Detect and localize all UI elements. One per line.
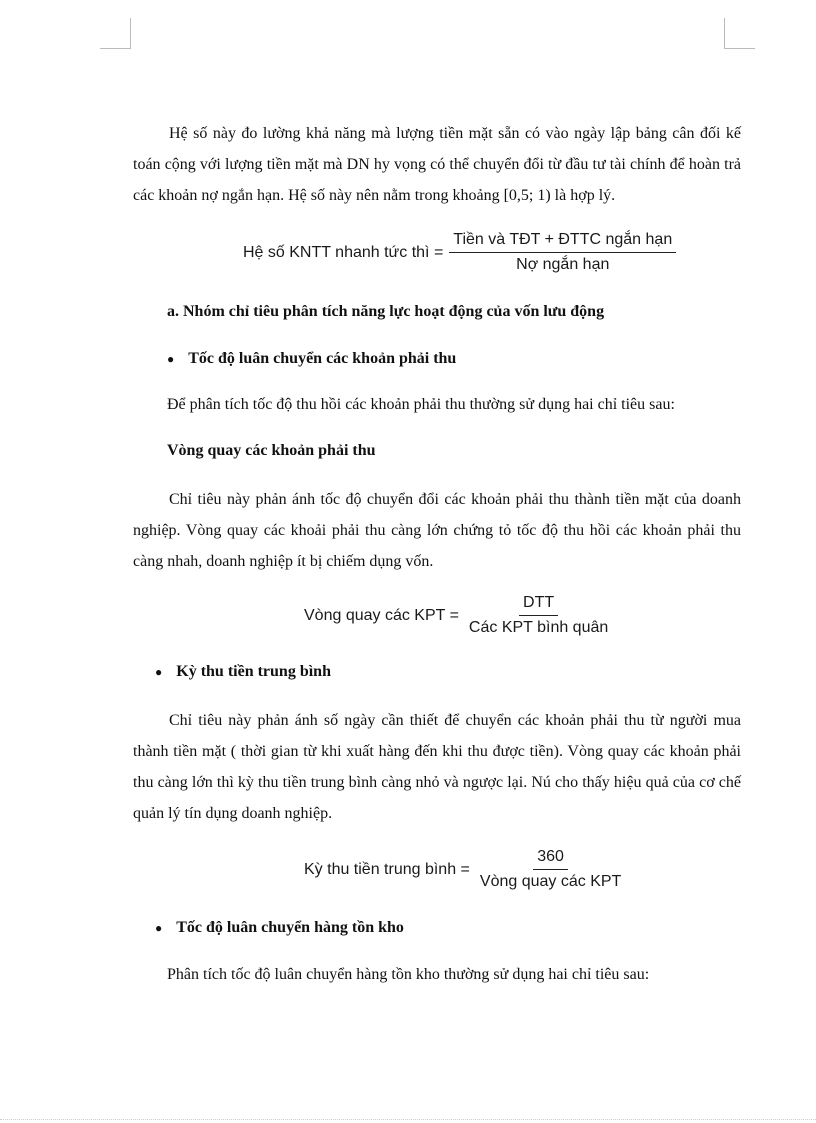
- formula-fraction: [465, 594, 612, 637]
- paragraph-receivables-intro: Để phân tích tốc độ thu hồi các khoản phải thu thường sử dụng hai chỉ tiêu sau:: [167, 396, 675, 413]
- formula-denominator: Các KPT bình quân: [468, 619, 609, 636]
- paragraph-liquidity-ratio: Hệ số này đo lường khả năng mà lượng tiền mặt sẵn có vào ngày lập bảng cân đối kế toán cộng với lượng tiền mặt mà DN hy vọng có thể chuyển đổi từ đầu tư tài chính để hoàn trả các khoản nợ ngắn hạn. Hệ số này nên nằm trong khoảng [0,5; 1) là hợp lý.: [133, 125, 741, 204]
- formula-fraction: [476, 848, 625, 891]
- bullet-inventory-turnover: ● Tốc độ luân chuyển hàng tồn kho: [155, 919, 404, 936]
- paragraph-receivables-turnover: Chỉ tiêu này phản ánh tốc độ chuyển đổi các khoản phải thu thành tiền mặt của doanh nghiệp. Vòng quay các khoải phải thu càng lớn chứng tỏ tốc độ thu hồi các khoản phải thu càng nhah, doanh nghiệp ít bị chiếm dụng vốn.: [133, 491, 741, 570]
- bullet-receivables-turnover: ● Tốc độ luân chuyển các khoản phải thu: [167, 350, 457, 367]
- formula-quick-ratio: [243, 231, 676, 274]
- formula-lhs: Hệ số KNTT nhanh tức thì =: [243, 243, 444, 261]
- section-heading-a: a. Nhóm chỉ tiêu phân tích năng lực hoạt động của vốn lưu động: [167, 303, 605, 320]
- formula-fraction: [449, 231, 676, 274]
- formula-lhs: Kỳ thu tiền trung bình =: [304, 860, 470, 878]
- formula-numerator: 360: [533, 848, 568, 870]
- formula-denominator: Vòng quay các KPT: [479, 873, 622, 890]
- formula-receivables-turnover: [304, 594, 612, 637]
- formula-denominator: Nợ ngắn hạn: [516, 256, 610, 273]
- bullet-icon: ●: [155, 664, 163, 679]
- paragraph-inventory-intro: Phân tích tốc độ luân chuyển hàng tồn kho thường sử dụng hai chỉ tiêu sau:: [167, 966, 650, 983]
- bullet-average-collection-period: ● Kỳ thu tiền trung bình: [155, 663, 331, 680]
- subheading-receivables-turnover: Vòng quay các khoản phải thu: [167, 442, 376, 459]
- crop-mark-top-left: [100, 18, 131, 49]
- formula-collection-period: [304, 848, 625, 891]
- formula-numerator: Tiền và TĐT + ĐTTC ngắn hạn: [449, 231, 676, 253]
- crop-mark-top-right: [724, 18, 755, 49]
- formula-numerator: DTT: [519, 594, 558, 616]
- bullet-icon: ●: [167, 351, 175, 366]
- formula-lhs: Vòng quay các KPT =: [304, 606, 459, 624]
- paragraph-collection-period: Chỉ tiêu này phản ánh số ngày cần thiết để chuyển các khoản phải thu từ người mua thành tiền mặt ( thời gian từ khi xuất hàng đến khi thu được tiền). Vòng quay các khoản phải thu càng lớn thì kỳ thu tiền trung bình càng nhỏ và ngược lại. Nú cho thấy hiệu quả của cơ chế quản lý tín dụng doanh nghiệp.: [133, 712, 741, 822]
- bullet-icon: ●: [155, 920, 163, 935]
- bottom-divider: [0, 1119, 816, 1120]
